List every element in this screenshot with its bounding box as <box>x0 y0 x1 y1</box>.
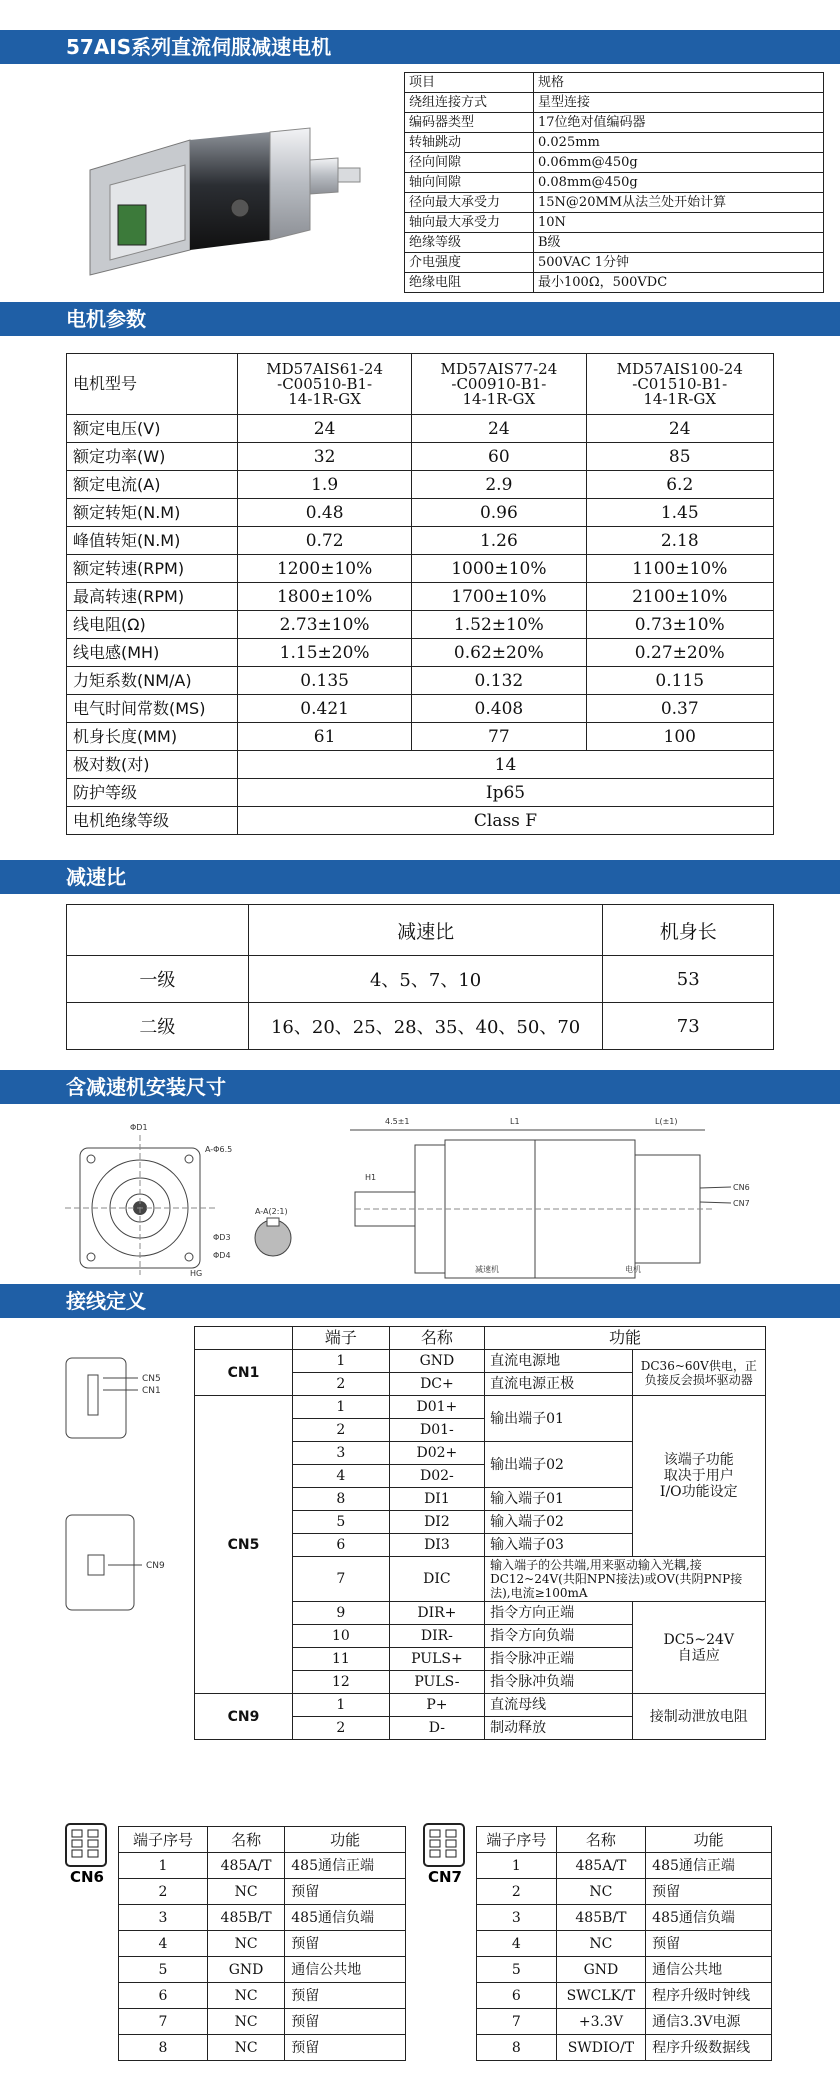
wire-header-row <box>195 1327 766 1350</box>
spec-row <box>405 113 824 133</box>
cn1-label: CN1 <box>227 1364 260 1381</box>
cn6-cell: GND <box>207 1957 284 1983</box>
dim-label: ΦD4 <box>213 1251 231 1260</box>
wire-name: DI2 <box>389 1511 484 1534</box>
wire-func: 输入端子01 <box>485 1488 633 1511</box>
wire-note: 该端子功能 取决于用户 I/O功能设定 <box>632 1396 765 1557</box>
cn7-cell: 485通信正端 <box>646 1853 772 1879</box>
spec-row <box>405 233 824 253</box>
wire-name: DI1 <box>389 1488 484 1511</box>
wire-name: DI3 <box>389 1534 484 1557</box>
wire-name: P+ <box>389 1694 484 1717</box>
params-row <box>67 779 774 807</box>
ratio-header: 机身长 <box>603 905 774 956</box>
param-value: 2.18 <box>586 527 774 555</box>
spec-key: 径向间隙 <box>405 153 534 173</box>
cn7-row <box>477 2035 772 2061</box>
wire-name: GND <box>389 1350 484 1373</box>
cn7-cell: 通信3.3V电源 <box>646 2009 772 2035</box>
wire-func: 制动释放 <box>485 1717 633 1740</box>
spec-value: 星型连接 <box>534 93 824 113</box>
cn6-cell: 485通信正端 <box>285 1853 406 1879</box>
param-value: 0.73±10% <box>586 611 774 639</box>
spec-row <box>405 273 824 293</box>
param-value: 0.72 <box>238 527 412 555</box>
spec-value: 0.025mm <box>534 133 824 153</box>
wire-note: 接制动泄放电阻 <box>632 1694 765 1740</box>
cn6-cell: 预留 <box>285 2035 406 2061</box>
cn6-row <box>119 2035 406 2061</box>
cn9-label: CN9 <box>227 1708 260 1725</box>
params-row <box>67 443 774 471</box>
ratio-cell: 二级 <box>67 1003 249 1050</box>
cn6-row <box>119 1853 406 1879</box>
cn6-header: 功能 <box>285 1827 406 1853</box>
param-value: 24 <box>412 415 586 443</box>
cn7-cell: SWDIO/T <box>556 2035 645 2061</box>
wire-header: 功能 <box>485 1327 766 1350</box>
wire-group <box>195 1694 293 1740</box>
param-value: 77 <box>412 723 586 751</box>
params-row <box>67 499 774 527</box>
wire-pin: 3 <box>293 1442 390 1465</box>
cn6-row <box>119 2009 406 2035</box>
cn7-cell: 4 <box>477 1931 557 1957</box>
model-name: MD57AIS100-24 -C01510-B1- 14-1R-GX <box>586 354 774 415</box>
param-value: 0.37 <box>586 695 774 723</box>
cn7-table <box>476 1826 772 2061</box>
wire-pin: 1 <box>293 1694 390 1717</box>
motor-params-title: 电机参数 <box>0 302 840 336</box>
params-row <box>67 611 774 639</box>
spec-value: 10N <box>534 213 824 233</box>
cn6-cell: 预留 <box>285 1931 406 1957</box>
spec-value: B级 <box>534 233 824 253</box>
spec-table <box>404 72 824 293</box>
cn6-cell: 485通信负端 <box>285 1905 406 1931</box>
dim-label: A-A(2:1) <box>255 1207 288 1216</box>
wire-header: 端子 <box>293 1327 390 1350</box>
spec-value: 500VAC 1分钟 <box>534 253 824 273</box>
wire-pin: 2 <box>293 1419 390 1442</box>
cn6-header: 名称 <box>207 1827 284 1853</box>
cn7-row <box>477 1957 772 1983</box>
cn7-label: CN7 <box>428 1868 462 1884</box>
cn6-table <box>118 1826 406 2061</box>
spec-value: 15N@20MM从法兰处开始计算 <box>534 193 824 213</box>
param-value: Class F <box>238 807 774 835</box>
wire-pin: 10 <box>293 1625 390 1648</box>
dim-label: H1 <box>365 1173 377 1182</box>
dim-label: CN6 <box>733 1183 750 1192</box>
ratio-header: 减速比 <box>248 905 603 956</box>
wire-pin: 5 <box>293 1511 390 1534</box>
param-value: 1.52±10% <box>412 611 586 639</box>
params-row <box>67 807 774 835</box>
wire-func: 输出端子02 <box>485 1442 633 1488</box>
wire-pin: 9 <box>293 1602 390 1625</box>
cn6-cell: 5 <box>119 1957 208 1983</box>
cn6-connector-icon <box>62 1822 112 1884</box>
param-value: 61 <box>238 723 412 751</box>
cn7-row <box>477 1983 772 2009</box>
spec-row <box>405 253 824 273</box>
wire-row <box>195 1350 766 1373</box>
param-value: 0.96 <box>412 499 586 527</box>
spec-key: 径向最大承受力 <box>405 193 534 213</box>
param-value: 100 <box>586 723 774 751</box>
cn7-cell: 程序升级数据线 <box>646 2035 772 2061</box>
params-row <box>67 555 774 583</box>
cn7-cell: 1 <box>477 1853 557 1879</box>
cn6-cell: NC <box>207 1879 284 1905</box>
cn7-cell: 通信公共地 <box>646 1957 772 1983</box>
param-label: 额定转矩(N.M) <box>67 499 238 527</box>
param-value: 1200±10% <box>238 555 412 583</box>
cn6-cell: 通信公共地 <box>285 1957 406 1983</box>
wire-pin: 8 <box>293 1488 390 1511</box>
spec-key: 转轴跳动 <box>405 133 534 153</box>
cn5-label: CN5 <box>227 1536 260 1553</box>
spec-value: 规格 <box>534 73 824 93</box>
dim-label: L1 <box>510 1117 520 1126</box>
cn6-cell: 预留 <box>285 2009 406 2035</box>
model-label: 电机型号 <box>67 354 238 415</box>
param-value: 1000±10% <box>412 555 586 583</box>
param-label: 额定电压(V) <box>67 415 238 443</box>
cn6-cell: 2 <box>119 1879 208 1905</box>
wire-name: D02+ <box>389 1442 484 1465</box>
spec-key: 项目 <box>405 73 534 93</box>
dim-label: ΦD3 <box>213 1233 231 1242</box>
wire-name: DIR- <box>389 1625 484 1648</box>
cn7-cell: 8 <box>477 2035 557 2061</box>
cn6-row <box>119 1905 406 1931</box>
wire-note: DC36~60V供电，正负接反会损坏驱动器 <box>632 1350 765 1396</box>
wire-name: DIC <box>389 1557 484 1602</box>
params-row <box>67 667 774 695</box>
wire-title: 接线定义 <box>0 1284 840 1318</box>
wire-func: 输出端子01 <box>485 1396 633 1442</box>
wire-pin: 2 <box>293 1717 390 1740</box>
wire-pin: 7 <box>293 1557 390 1602</box>
spec-value: 0.08mm@450g <box>534 173 824 193</box>
cn6-row <box>119 1931 406 1957</box>
params-row <box>67 527 774 555</box>
param-value: 1.15±20% <box>238 639 412 667</box>
ratio-cell: 一级 <box>67 956 249 1003</box>
ratio-header-row <box>67 905 774 956</box>
wire-name: D01+ <box>389 1396 484 1419</box>
ratio-row <box>67 956 774 1003</box>
wire-func: 指令脉冲负端 <box>485 1671 633 1694</box>
cn7-connector-icon <box>420 1822 470 1884</box>
dim-label: 4.5±1 <box>385 1117 410 1126</box>
ratio-cell: 53 <box>603 956 774 1003</box>
param-value: 0.48 <box>238 499 412 527</box>
cn6-header-row <box>119 1827 406 1853</box>
spec-row <box>405 73 824 93</box>
wire-func: 直流电源地 <box>485 1350 633 1373</box>
cn6-cell: 4 <box>119 1931 208 1957</box>
cn7-cell: GND <box>556 1957 645 1983</box>
spec-row <box>405 193 824 213</box>
wire-name: PULS- <box>389 1671 484 1694</box>
param-value: 1700±10% <box>412 583 586 611</box>
param-value: 32 <box>238 443 412 471</box>
wire-pin: 6 <box>293 1534 390 1557</box>
spec-key: 绝缘等级 <box>405 233 534 253</box>
params-row <box>67 415 774 443</box>
wire-pin: 2 <box>293 1373 390 1396</box>
cn6-row <box>119 1983 406 2009</box>
wire-func: 指令方向负端 <box>485 1625 633 1648</box>
wire-func: 指令脉冲正端 <box>485 1648 633 1671</box>
spec-value: 0.06mm@450g <box>534 153 824 173</box>
motor-image <box>70 110 370 290</box>
param-label: 额定功率(W) <box>67 443 238 471</box>
dim-label: A-Φ6.5 <box>205 1145 233 1154</box>
param-value: 1800±10% <box>238 583 412 611</box>
model-name: MD57AIS61-24 -C00510-B1- 14-1R-GX <box>238 354 412 415</box>
spec-row <box>405 133 824 153</box>
spec-row <box>405 153 824 173</box>
wire-row <box>195 1396 766 1419</box>
wire-note: DC5~24V 自适应 <box>632 1602 765 1694</box>
cn7-row <box>477 1931 772 1957</box>
cn6-cell: NC <box>207 2009 284 2035</box>
cn6-cell: 485A/T <box>207 1853 284 1879</box>
cn6-cell: 1 <box>119 1853 208 1879</box>
wire-pin: 4 <box>293 1465 390 1488</box>
param-label: 线电感(MH) <box>67 639 238 667</box>
cn6-cell: 8 <box>119 2035 208 2061</box>
params-row <box>67 695 774 723</box>
spec-key: 介电强度 <box>405 253 534 273</box>
param-label: 峰值转矩(N.M) <box>67 527 238 555</box>
dim-label: CN7 <box>733 1199 750 1208</box>
motor-params-table <box>66 353 774 835</box>
param-value: 0.132 <box>412 667 586 695</box>
wire-pin: 1 <box>293 1350 390 1373</box>
dim-title: 含减速机安装尺寸 <box>0 1070 840 1104</box>
wiring-table <box>194 1326 766 1740</box>
param-label: 极对数(对) <box>67 751 238 779</box>
cn7-row <box>477 1853 772 1879</box>
cn6-header: 端子序号 <box>119 1827 208 1853</box>
spec-row <box>405 93 824 113</box>
wire-func: 输入端子的公共端,用来驱动输入光耦,接DC12~24V(共阳NPN接法)或OV(共阴PNP接法),电流≥100mA <box>485 1557 766 1602</box>
wire-name: D02- <box>389 1465 484 1488</box>
param-value: 14 <box>238 751 774 779</box>
wire-row <box>195 1694 766 1717</box>
side-cn1-label: CN1 <box>142 1386 161 1396</box>
model-name: MD57AIS77-24 -C00910-B1- 14-1R-GX <box>412 354 586 415</box>
spec-key: 轴向最大承受力 <box>405 213 534 233</box>
cn6-cell: 485B/T <box>207 1905 284 1931</box>
spec-row <box>405 213 824 233</box>
wire-pin: 12 <box>293 1671 390 1694</box>
ratio-header <box>67 905 249 956</box>
cn6-cell: 3 <box>119 1905 208 1931</box>
cn6-label: CN6 <box>70 1868 104 1884</box>
ratio-table <box>66 904 774 1050</box>
param-label: 力矩系数(NM/A) <box>67 667 238 695</box>
wire-func: 直流电源正极 <box>485 1373 633 1396</box>
ratio-cell: 4、5、7、10 <box>248 956 603 1003</box>
param-label: 防护等级 <box>67 779 238 807</box>
cn6-cell: 预留 <box>285 1879 406 1905</box>
cn6-row <box>119 1957 406 1983</box>
param-label: 电气时间常数(MS) <box>67 695 238 723</box>
cn6-cell: NC <box>207 1931 284 1957</box>
param-label: 最高转速(RPM) <box>67 583 238 611</box>
param-value: 6.2 <box>586 471 774 499</box>
param-value: 60 <box>412 443 586 471</box>
params-row <box>67 583 774 611</box>
cn6-cell: 预留 <box>285 1983 406 2009</box>
param-value: 0.408 <box>412 695 586 723</box>
param-label: 机身长度(MM) <box>67 723 238 751</box>
param-value: 0.27±20% <box>586 639 774 667</box>
wire-func: 指令方向正端 <box>485 1602 633 1625</box>
dim-label: 减速机 <box>475 1265 499 1274</box>
cn7-cell: 6 <box>477 1983 557 2009</box>
cn7-cell: 预留 <box>646 1879 772 1905</box>
dim-label: 电机 <box>625 1265 641 1274</box>
cn7-cell: 2 <box>477 1879 557 1905</box>
param-label: 线电阻(Ω) <box>67 611 238 639</box>
param-value: 24 <box>238 415 412 443</box>
cn7-cell: +3.3V <box>556 2009 645 2035</box>
cn6-cell: 7 <box>119 2009 208 2035</box>
param-value: 2.9 <box>412 471 586 499</box>
params-row <box>67 723 774 751</box>
wire-name: D01- <box>389 1419 484 1442</box>
param-label: 电机绝缘等级 <box>67 807 238 835</box>
param-value: Ip65 <box>238 779 774 807</box>
cn7-cell: 5 <box>477 1957 557 1983</box>
spec-key: 绝缘电阻 <box>405 273 534 293</box>
cn6-cell: 6 <box>119 1983 208 2009</box>
cn7-cell: 程序升级时钟线 <box>646 1983 772 2009</box>
wire-name: D- <box>389 1717 484 1740</box>
param-label: 额定电流(A) <box>67 471 238 499</box>
cn7-cell: 3 <box>477 1905 557 1931</box>
cn6-row <box>119 1879 406 1905</box>
wire-func: 直流母线 <box>485 1694 633 1717</box>
wire-pin: 1 <box>293 1396 390 1419</box>
wire-pin: 11 <box>293 1648 390 1671</box>
ratio-row <box>67 1003 774 1050</box>
side-cn5-label: CN5 <box>142 1374 161 1384</box>
wire-header: 名称 <box>389 1327 484 1350</box>
param-value: 85 <box>586 443 774 471</box>
cn7-cell: 485A/T <box>556 1853 645 1879</box>
section-title: 57AIS系列直流伺服减速电机 <box>0 30 840 64</box>
param-value: 24 <box>586 415 774 443</box>
ratio-cell: 16、20、25、28、35、40、50、70 <box>248 1003 603 1050</box>
wire-func: 输入端子02 <box>485 1511 633 1534</box>
param-value: 1100±10% <box>586 555 774 583</box>
param-value: 1.45 <box>586 499 774 527</box>
cn7-cell: 485通信负端 <box>646 1905 772 1931</box>
spec-value: 最小100Ω，500VDC <box>534 273 824 293</box>
param-value: 0.135 <box>238 667 412 695</box>
cn7-header: 端子序号 <box>477 1827 557 1853</box>
side-cn9-label: CN9 <box>146 1561 165 1571</box>
param-value: 1.26 <box>412 527 586 555</box>
cn7-row <box>477 1879 772 1905</box>
cn7-header: 名称 <box>556 1827 645 1853</box>
spec-row <box>405 173 824 193</box>
cn7-cell: NC <box>556 1879 645 1905</box>
cn7-cell: 预留 <box>646 1931 772 1957</box>
cn7-row <box>477 1905 772 1931</box>
spec-value: 17位绝对值编码器 <box>534 113 824 133</box>
wire-header-blank <box>195 1327 293 1350</box>
params-header-row <box>67 354 774 415</box>
param-value: 2100±10% <box>586 583 774 611</box>
cn7-cell: SWCLK/T <box>556 1983 645 2009</box>
wire-name: PULS+ <box>389 1648 484 1671</box>
params-row <box>67 751 774 779</box>
dim-label: L(±1) <box>655 1117 678 1126</box>
spec-key: 绕组连接方式 <box>405 93 534 113</box>
cn7-row <box>477 2009 772 2035</box>
cn7-header-row <box>477 1827 772 1853</box>
ratio-title: 减速比 <box>0 860 840 894</box>
ratio-cell: 73 <box>603 1003 774 1050</box>
param-value: 0.421 <box>238 695 412 723</box>
spec-key: 轴向间隙 <box>405 173 534 193</box>
param-value: 0.115 <box>586 667 774 695</box>
dimension-drawing <box>55 1110 795 1280</box>
wire-name: DC+ <box>389 1373 484 1396</box>
cn7-cell: NC <box>556 1931 645 1957</box>
cn7-cell: 7 <box>477 2009 557 2035</box>
spec-key: 编码器类型 <box>405 113 534 133</box>
param-label: 额定转速(RPM) <box>67 555 238 583</box>
cn6-cell: NC <box>207 1983 284 2009</box>
params-row <box>67 639 774 667</box>
wire-name: DIR+ <box>389 1602 484 1625</box>
dim-label: ΦD1 <box>130 1123 148 1132</box>
wire-group <box>195 1396 293 1694</box>
cn7-cell: 485B/T <box>556 1905 645 1931</box>
dim-label: HG <box>190 1269 203 1278</box>
params-row <box>67 471 774 499</box>
wire-func: 输入端子03 <box>485 1534 633 1557</box>
param-value: 1.9 <box>238 471 412 499</box>
cn6-cell: NC <box>207 2035 284 2061</box>
connector-side-views <box>58 1350 178 1650</box>
wire-group <box>195 1350 293 1396</box>
param-value: 2.73±10% <box>238 611 412 639</box>
cn7-header: 功能 <box>646 1827 772 1853</box>
param-value: 0.62±20% <box>412 639 586 667</box>
